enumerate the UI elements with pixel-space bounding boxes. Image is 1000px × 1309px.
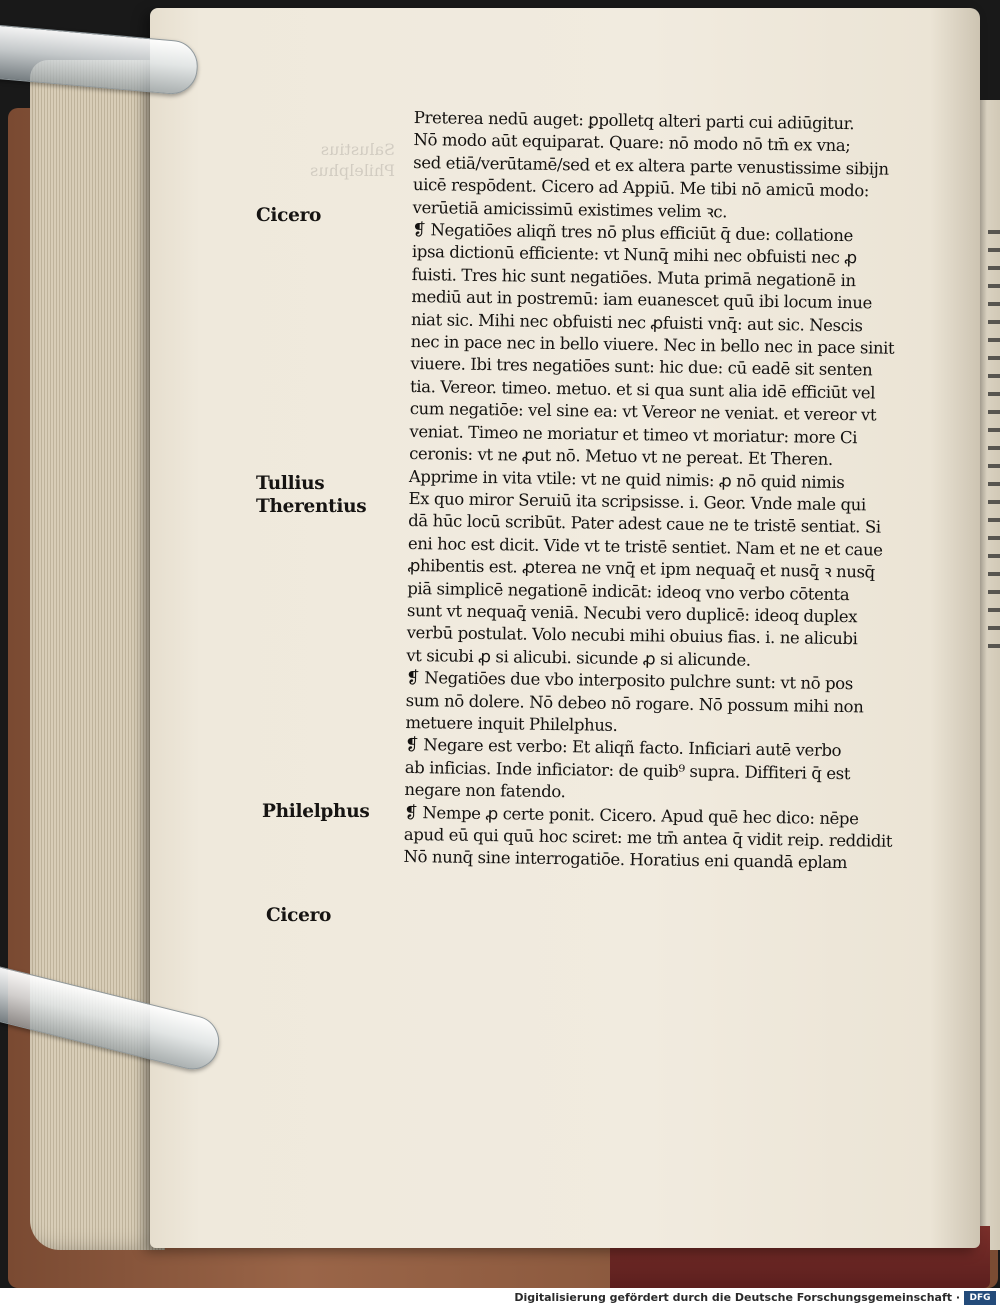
page-edges (30, 60, 165, 1250)
text-line: metuere inquit Philelphus. (405, 712, 618, 735)
text-line: ab inficias. Inde inficiator: de quib⁹ supra. Diffiteri q̄ est (404, 757, 851, 783)
text-line: Apprime in vita vtile: vt ne quid nimis: ꝓ nō quid nimis (408, 466, 845, 492)
footer-bar (0, 1288, 1000, 1309)
margin-note-cicero-1: Cicero (256, 205, 322, 226)
text-line: uicē respōdent. Cicero ad Appiū. Me tibi nō amicū modo: (412, 175, 870, 201)
text-line: Preterea nedū auget: ꝑpolletq alteri parti cui adiūgitur. (413, 107, 855, 134)
text-line: ❡ Negare est verbo: Et aliqñ facto. Inficiari autē verbo (404, 735, 842, 761)
text-line: eni hoc est dicit. Vide vt te tristē sentiet. Nam et ne et caue (407, 533, 883, 560)
text-line: ꝓhibentis est. ꝓterea ne vnq̄ et ipm nequaq̄ et nusq̄ ꝛ nusq̄ (407, 556, 875, 582)
margin-note-therentius: Therentius (256, 496, 367, 517)
text-line: dā hūc locū scribūt. Pater adest caue ne te tristē sentiat. Si (408, 511, 881, 537)
text-line: viuere. Ibi tres negatiōes sunt: hic due: cū eadē sit senten (410, 354, 873, 380)
text-line: sed etiā/verūtamē/sed et ex altera parte venustissime sibijn (413, 152, 889, 179)
text-line: Nō modo aūt equiparat. Quare: nō modo nō tm̄ ex vna; (413, 130, 851, 156)
text-line: cum negatiōe: vel sine ea: vt Vereor ne veniat. et vereor vt (409, 399, 877, 425)
margin-note-tullius: Tullius (256, 473, 325, 494)
footer-credit: Digitalisierung gefördert durch die Deutsche Forschungsgemeinschaft · (514, 1291, 960, 1304)
text-line: ❡ Nempe ꝓ certe ponit. Cicero. Apud quē hec dico: nēpe (404, 802, 859, 828)
text-line: tia. Vereor. timeo. metuo. et si qua sunt alia idē efficiūt vel (409, 376, 876, 403)
dfg-logo: DFG (964, 1291, 996, 1305)
margin-note-cicero-2: Cicero (266, 905, 332, 926)
text-line: negare non fatendo. (404, 780, 566, 802)
text-line: Ex quo miror Seruiū ita scripsisse. i. Geor. Vnde male qui (408, 488, 866, 515)
text-line: ipsa dictionū efficiente: vt Nunq̄ mihi nec obfuisti nec ꝓ (411, 242, 857, 268)
text-line: apud eū qui quū hoc sciret: me tm̄ antea q̄ vidit reip. reddidit (403, 824, 893, 851)
text-line: sunt vt nequaq̄ veniā. Necubi vero duplicē: ideoq duplex (406, 600, 858, 627)
text-line: verūetiā amicissimū existimes velim ꝛc. (412, 197, 728, 222)
text-line: nec in pace nec in bello viuere. Nec in bello nec in pace sinit (410, 332, 895, 358)
text-line: sum nō dolere. Nō debeo nō rogare. Nō possum mihi non (405, 690, 864, 716)
text-line: veniat. Timeo ne moriatur et timeo vt moriatur: more Ci (409, 421, 858, 447)
facing-page-text-fragment (988, 230, 1000, 660)
text-line: Nō nunq̄ sine interrogatiōe. Horatius eni quandā eplam (403, 847, 848, 873)
margin-note-philelphus: Philelphus (262, 801, 370, 822)
body-text (403, 107, 962, 876)
text-line: niat sic. Mihi nec obfuisti nec ꝓfuisti vnq̄: aut sic. Nescis (410, 309, 863, 335)
text-line: vt sicubi ꝓ si alicubi. sicunde ꝓ si alicunde. (406, 645, 751, 670)
text-line: ❡ Negatiōes due vbo interposito pulchre sunt: vt nō pos (405, 668, 853, 694)
text-line: mediū aut in postremū: iam euanescet quū ibi locum inue (411, 287, 873, 313)
text-line: piā simplicē negationē indicāt: ideoq vno verbo cōtenta (407, 578, 850, 604)
text-line: verbū postulat. Volo necubi mihi obuius fias. i. ne alicubi (406, 623, 858, 649)
show-through-text: Salustius Philelphus (310, 140, 395, 180)
text-line: fuisti. Tres hic sunt negatiōes. Muta primā negationē in (411, 264, 856, 291)
text-line: ❡ Negatiōes aliqñ tres nō plus efficiūt q̄ due: collatione (412, 220, 854, 246)
text-line: ceronis: vt ne ꝓut nō. Metuo vt ne pereat. Et Theren. (409, 444, 833, 469)
